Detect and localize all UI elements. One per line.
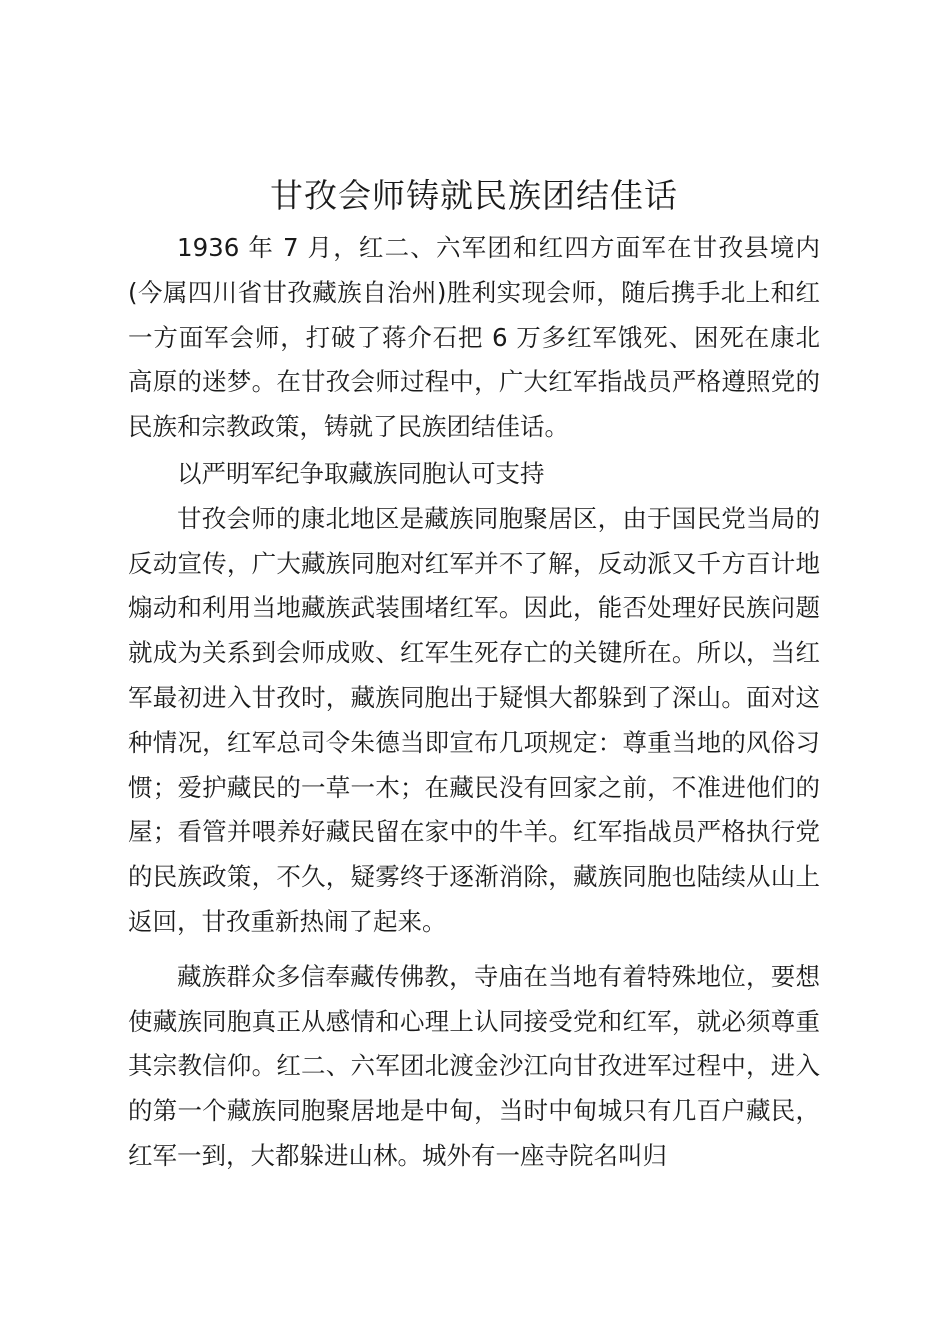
paragraph-intro: 1936 年 7 月，红二、六军团和红四方面军在甘孜县境内(今属四川省甘孜藏族自治州)胜利实现会师，随后携手北上和红一方面军会师，打破了蒋介石把 6 万多红军饿死、困死在康北高原的迷梦。在甘孜会师过程中，广大红军指战员严格遵照党的民族和宗教政策，铸就了民族团结佳话。 bbox=[128, 233, 820, 442]
document-page bbox=[128, 168, 820, 1179]
paragraph-discipline: 甘孜会师的康北地区是藏族同胞聚居区，由于国民党当局的反动宣传，广大藏族同胞对红军并不了解，反动派又千方百计地煽动和利用当地藏族武装围堵红军。因此，能否处理好民族问题就成为关系到会师成败、红军生死存亡的关键所在。所以，当红军最初进入甘孜时，藏族同胞出于疑惧大都躲到了深山。面对这种情况，红军总司令朱德当即宣布几项规定：尊重当地的风俗习惯；爱护藏民的一草一木；在藏民没有回家之前，不准进他们的屋；看管并喂养好藏民留在家中的牛羊。红军指战员严格执行党的民族政策，不久，疑雾终于逐渐消除，藏族同胞也陆续从山上返回，甘孜重新热闹了起来。 bbox=[128, 503, 820, 936]
paragraph-religion: 藏族群众多信奉藏传佛教，寺庙在当地有着特殊地位，要想使藏族同胞真正从感情和心理上认同接受党和红军，就必须尊重其宗教信仰。红二、六军团北渡金沙江向甘孜进军过程中，进入的第一个藏族同胞聚居地是中甸，当时中甸城只有几百户藏民，红军一到，大都躲进山林。城外有一座寺院名叫归 bbox=[128, 961, 820, 1170]
document-title: 甘孜会师铸就民族团结佳话 bbox=[270, 176, 678, 215]
section-heading: 以严明军纪争取藏族同胞认可支持 bbox=[177, 458, 545, 488]
